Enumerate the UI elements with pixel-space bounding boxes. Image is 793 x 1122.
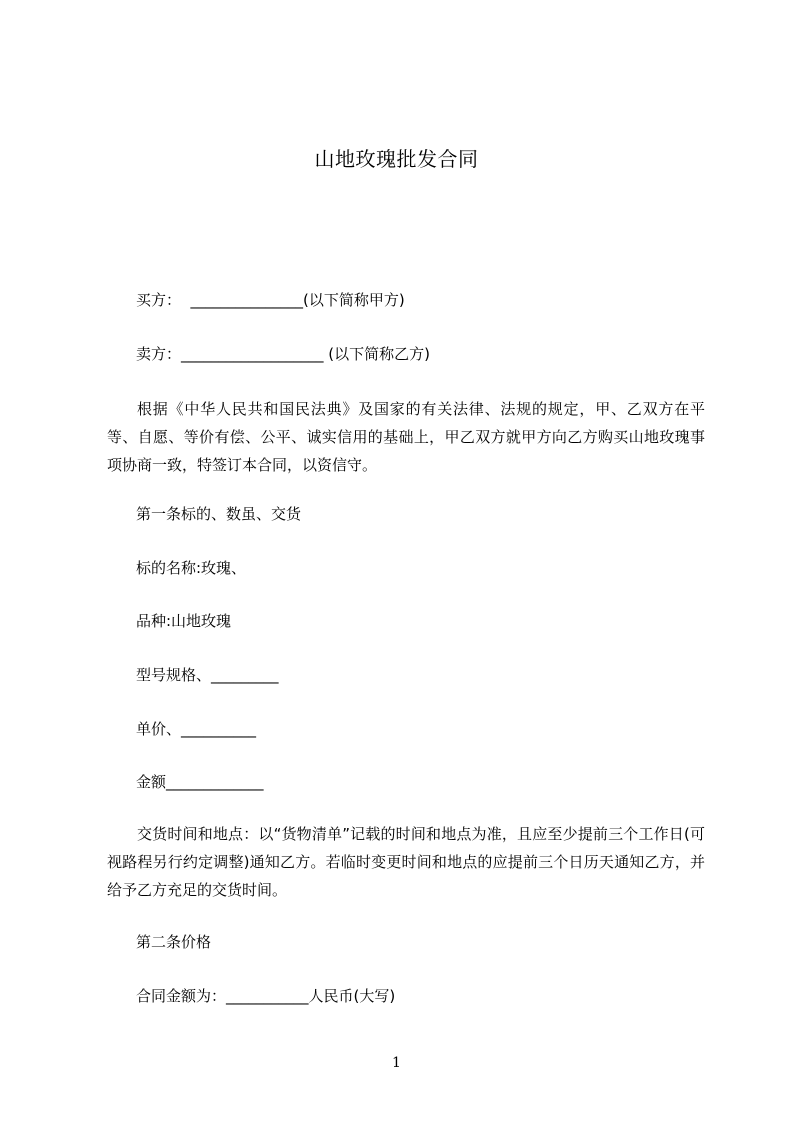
preamble-paragraph: 根据《中华人民共和国民法典》及国家的有关法律、法规的规定，甲、乙双方在平等、自愿、等价有偿、公平、诚实信用的基础上，甲乙双方就甲方向乙方购买山地玫瑰事项协商一致，特签订本合同，以资信守。 bbox=[107, 400, 705, 474]
seller-line: 卖方：___________________ (以下简称乙方) bbox=[136, 345, 430, 363]
article-1-heading: 第一条标的、数虽、交货 bbox=[136, 505, 302, 523]
amount-line: 金额_____________ bbox=[136, 773, 264, 791]
unit-price-line: 单价、__________ bbox=[136, 720, 257, 738]
document-title: 山地玫瑰批发合同 bbox=[314, 147, 479, 171]
page-number: 1 bbox=[392, 1055, 401, 1071]
delivery-paragraph: 交货时间和地点：以“货物清单”记载的时间和地点为准，且应至少提前三个工作日(可视路程另行约定调整)通知乙方。若临时变更时间和地点的应提前三个日历天通知乙方，并给予乙方充足的交货时间。 bbox=[107, 825, 705, 899]
article-2-heading: 第二条价格 bbox=[136, 933, 212, 951]
buyer-line: 买方： _______________(以下简称甲方) bbox=[136, 291, 405, 309]
model-spec-line: 型号规格、_________ bbox=[136, 666, 279, 684]
contract-amount-line: 合同金额为：___________人民币(大写) bbox=[136, 987, 396, 1005]
variety-line: 品种:山地玫瑰 bbox=[136, 612, 232, 630]
subject-name-line: 标的名称:玫瑰、 bbox=[136, 559, 247, 577]
